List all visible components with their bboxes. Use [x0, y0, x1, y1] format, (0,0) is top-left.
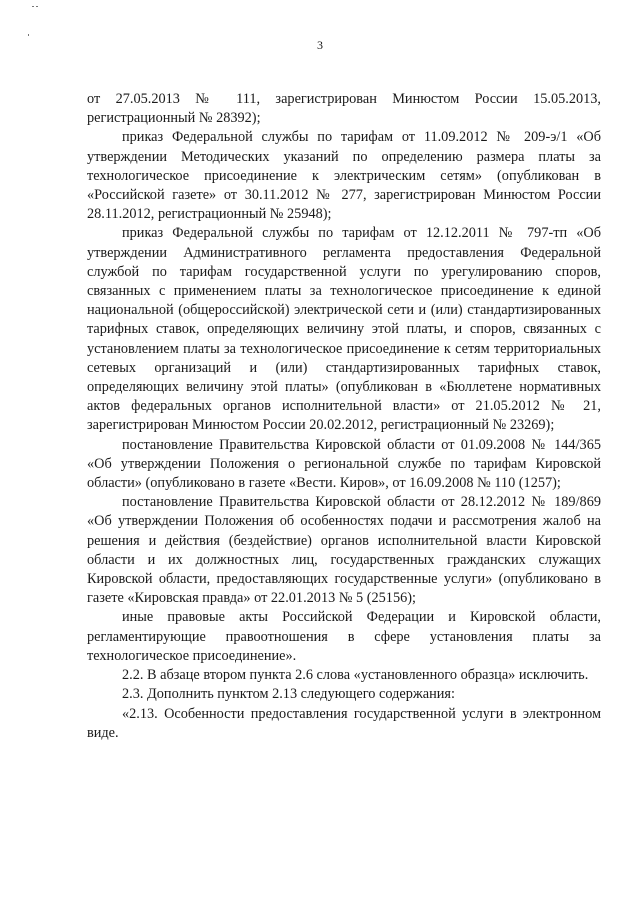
document-body — [87, 90, 601, 743]
paragraph-other-acts: иные правовые акты Российской Федерации и Кировской области, регламентирующие правоотношения в сфере установления платы за технологическое присоединение». — [87, 609, 601, 664]
paragraph-item-2-3: 2.3. Дополнить пунктом 2.13 следующего содержания: — [122, 686, 455, 703]
paragraph-kirov-resolution-144: постановление Правительства Кировской области от 01.09.2008 № 144/365 «Об утверждении Положения о региональной службе по тарифам Кировской области» (опубликовано в газете «Вести. Киров», от 16.09.2008 № 110 (1257); — [87, 436, 601, 492]
paragraph-item-2-13: «2.13. Особенности предоставления государственной услуги в электронном виде. — [87, 705, 601, 741]
scan-speck — [32, 6, 34, 7]
scan-speck — [36, 6, 38, 7]
page-number: 3 — [317, 38, 323, 52]
paragraph-kirov-resolution-189: постановление Правительства Кировской области от 28.12.2012 № 189/869 «Об утверждении Положения об особенностях подачи и рассмотрения жалоб на решения и действия (бездействие) органов исполнительной власти Кировской области и их должностных лиц, государственных гражданских служащих Кировской области, предоставляющих государственные услуги» (опубликовано в газете «Кировская правда» от 22.01.2013 № 5 (25156); — [87, 494, 601, 607]
paragraph-fst-order-209: приказ Федеральной службы по тарифам от 11.09.2012 № 209-э/1 «Об утверждении Методических указаний по определению размера платы за технологическое присоединение к электрическим сетям» (опубликован в «Российской газете» от 30.11.2012 № 277, зарегистрирован Минюстом России 28.11.2012, регистрационный № 25948); — [87, 129, 601, 223]
paragraph-continuation: от 27.05.2013 № 111, зарегистрирован Минюстом России 15.05.2013, регистрационный № 28392); — [87, 91, 601, 127]
paragraph-fst-order-797: приказ Федеральной службы по тарифам от 12.12.2011 № 797-тп «Об утверждении Административного регламента предоставления Федеральной службой по тарифам государственной услуги по урегулированию споров, связанных с применением платы за технологическое присоединение к единой национальной (общероссийской) электрической сети и (или) стандартизированных тарифных ставок, определяющих величину этой платы, и споров, связанных с установлением платы за технологическое присоединение к сетям территориальных сетевых организаций и (или) стандартизированных тарифных ставок, определяющих величину этой платы» (опубликован в «Бюллетене нормативных актов федеральных органов исполнительной власти» от 21.05.2012 № 21, зарегистрирован Минюстом России 20.02.2012, регистрационный № 23269); — [87, 225, 601, 434]
paragraph-item-2-2: 2.2. В абзаце втором пункта 2.6 слова «установленного образца» исключить. — [122, 667, 589, 684]
